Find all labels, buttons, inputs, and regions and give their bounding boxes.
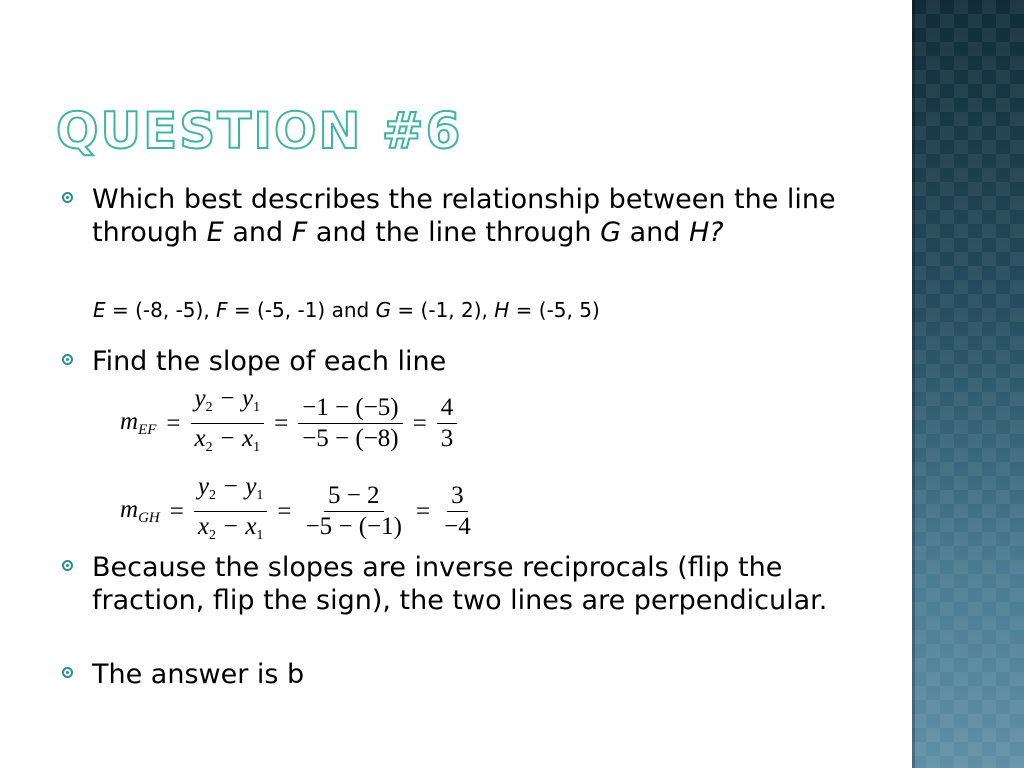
slide-title: QUESTION #6 — [56, 102, 463, 160]
point-e-name: E — [93, 298, 106, 322]
substitution-denominator: −5 − (−1) — [305, 513, 402, 540]
point-f-name: F — [216, 298, 228, 322]
point-h-value: = (-5, 5) — [509, 298, 600, 322]
slope-ef-lhs: $m_{EF}$ — [120, 408, 157, 438]
point-f-label: F — [291, 217, 308, 248]
decorative-side-panel — [912, 0, 1024, 768]
find-slope-text: Find the slope of each line — [92, 346, 447, 377]
slope-formula-numerator: $y_2 - y_1$ — [191, 384, 265, 424]
equals-sign: = — [169, 497, 184, 525]
point-g-name: G — [375, 298, 392, 322]
answer-text: The answer is b — [92, 659, 305, 690]
substitution-numerator: −1 − (−5) — [298, 393, 402, 424]
bullet-answer — [62, 658, 852, 692]
question-and2: and — [621, 217, 689, 248]
side-panel-edge — [912, 0, 915, 768]
slope-formula-numerator: $y_2 - y_1$ — [194, 472, 268, 512]
point-g-label: G — [600, 217, 622, 248]
circled-dot-bullet-icon — [62, 354, 73, 365]
substitution-numerator: 5 − 2 — [324, 481, 384, 512]
result-denominator: 3 — [440, 425, 454, 452]
slope-formula-denominator: $x_2 - x_1$ — [197, 513, 264, 543]
points-list — [93, 298, 600, 322]
slope-formula-fraction — [194, 472, 268, 551]
substitution-fraction — [302, 481, 406, 542]
equation-slope-ef — [120, 384, 461, 463]
circled-dot-bullet-icon — [62, 667, 73, 678]
slope-gh-lhs: $m_{GH}$ — [120, 496, 160, 526]
circled-dot-bullet-icon — [62, 560, 73, 571]
result-numerator: 4 — [437, 393, 458, 424]
equals-sign: = — [166, 409, 181, 437]
bullet-find-slope — [62, 345, 852, 379]
point-g-value: = (-1, 2), — [391, 298, 495, 322]
point-e-label: E — [206, 217, 224, 248]
equation-slope-gh — [120, 472, 479, 551]
bullet-because — [62, 551, 852, 651]
question-and1: and — [223, 217, 292, 248]
slope-formula-denominator: $x_2 - x_1$ — [194, 425, 261, 455]
slope-formula-fraction — [191, 384, 265, 463]
point-h-name: H — [494, 298, 510, 322]
point-h-label: H? — [688, 217, 724, 248]
equals-sign: = — [277, 497, 292, 525]
bullet-question — [62, 183, 852, 283]
result-fraction — [437, 393, 458, 454]
side-panel-pattern — [912, 0, 1024, 768]
result-fraction — [440, 481, 475, 542]
because-text: Because the slopes are inverse reciprocals (flip the fraction, flip the sign), the two lines are perpendicular. — [92, 552, 828, 616]
substitution-denominator: −5 − (−8) — [302, 425, 399, 452]
equals-sign: = — [274, 409, 289, 437]
equals-sign: = — [412, 409, 427, 437]
question-text — [92, 183, 852, 249]
substitution-fraction — [298, 393, 402, 454]
result-denominator: −4 — [444, 513, 471, 540]
point-e-value: = (-8, -5), — [105, 298, 217, 322]
result-numerator: 3 — [447, 481, 468, 512]
question-part1: Which best describes the relationship between the line through — [92, 184, 836, 248]
question-part2: and the line through — [307, 217, 601, 248]
point-f-value: = (-5, -1) and — [227, 298, 376, 322]
circled-dot-bullet-icon — [62, 192, 73, 203]
equals-sign: = — [415, 497, 431, 525]
